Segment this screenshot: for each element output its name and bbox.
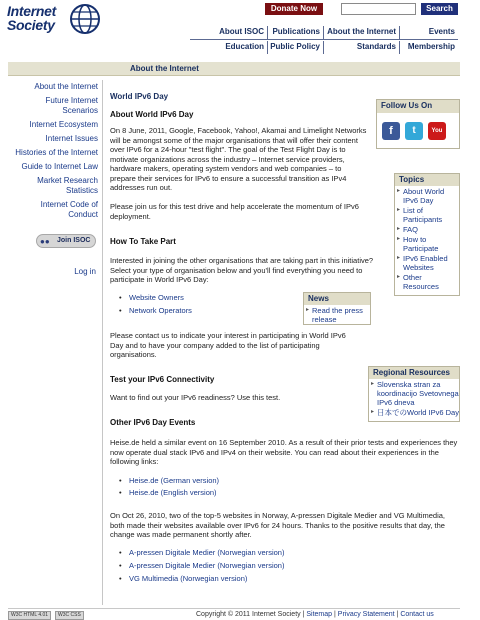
primary-nav-bottom [190, 41, 458, 55]
youtube-icon[interactable]: You [428, 122, 446, 140]
leftnav-guide-to-internet-law[interactable]: Guide to Internet Law [21, 162, 98, 171]
footer-privacy-link[interactable]: Privacy Statement [337, 611, 395, 618]
norway-paragraph: On Oct 26, 2010, two of the top-5 websites in Norway, A-pressen Digitale Medier and VG Multimedia, both made their websites available over IPv6 for 24 hours. Thanks to the positive results that day, the change was made permanent shortly after. [110, 511, 446, 539]
topics-box [394, 173, 460, 296]
section-title-bar [8, 62, 460, 76]
other-events-heading: Other IPv6 Day Events [110, 418, 196, 427]
test-heading: Test your IPv6 Connectivity [110, 375, 215, 384]
footer-contact-link[interactable]: Contact us [400, 611, 434, 618]
topic-ipv6-enabled-websites[interactable]: ▸ IPv6 Enabled Websites [395, 254, 459, 272]
nav-membership[interactable]: Membership [399, 41, 458, 54]
regional-resources-box [368, 366, 460, 422]
globe-icon [69, 3, 101, 35]
link-heise-german[interactable]: • Heise.de (German version) [129, 476, 219, 485]
column-divider [102, 80, 103, 605]
search-button[interactable]: Search [421, 3, 458, 15]
donate-button[interactable]: Donate Now [265, 3, 323, 15]
join-isoc-button[interactable] [36, 234, 96, 248]
regional-japan-link[interactable]: ▸ 日本でのWorld IPv6 Day [369, 408, 459, 417]
internet-society-logo[interactable] [7, 3, 107, 43]
w3c-css-badge[interactable]: W3C CSS [55, 611, 84, 620]
login-link[interactable]: Log in [74, 267, 96, 276]
leftnav-histories-of-the-internet[interactable]: Histories of the Internet [15, 148, 98, 157]
link-heise-english[interactable]: • Heise.de (English version) [129, 488, 217, 497]
news-title: News [304, 293, 370, 305]
news-box [303, 292, 371, 325]
how-paragraph: Interested in joining the other organisations that are taking part in this initiative? Select your type of organisation below and you'll find everything you need to participate in World IPv6 Day: [110, 256, 374, 284]
follow-us-box [376, 99, 460, 149]
leftnav-market-research-statistics[interactable]: Market Research Statistics [37, 176, 98, 195]
nav-education[interactable]: Education [225, 42, 264, 51]
w3c-html-badge[interactable]: W3C HTML 4.01 [8, 611, 51, 620]
nav-standards[interactable]: Standards [323, 41, 399, 54]
facebook-icon[interactable]: f [382, 122, 400, 140]
nav-public-policy[interactable]: Public Policy [267, 41, 323, 54]
footer-divider [8, 608, 460, 609]
topic-list-of-participants[interactable]: ▸ List of Participants [395, 206, 459, 224]
nav-about-the-internet[interactable]: About the Internet [323, 26, 399, 39]
logo-word-2: Society [7, 17, 55, 33]
test-paragraph: Want to find out your IPv6 readiness? Use this test. [110, 393, 281, 402]
link-vg-multimedia[interactable]: • VG Multimedia (Norwegian version) [129, 574, 247, 583]
site-header [0, 0, 480, 60]
section-title: About the Internet [130, 64, 199, 73]
news-press-release-link[interactable]: ▸ Read the press release [304, 306, 370, 324]
contact-paragraph: Please contact us to indicate your interest in participating in World IPv6 Day and to have your company added to the list of participating organisations. [110, 331, 346, 359]
follow-us-title: Follow Us On [377, 100, 459, 113]
about-heading: About World IPv6 Day [110, 110, 194, 119]
regional-slovenia-link[interactable]: ▸ Slovenska stran za koordinacijo Svetovnega IPv6 dneva [369, 380, 459, 407]
nav-about-isoc[interactable]: About ISOC [219, 27, 264, 36]
leftnav-internet-issues[interactable]: Internet Issues [45, 134, 98, 143]
topics-title: Topics [395, 174, 459, 186]
join-paragraph: Please join us for this test drive and help accelerate the momentum of IPv6 deployment. [110, 202, 359, 221]
primary-nav-top [190, 26, 458, 40]
left-navigation [8, 82, 98, 224]
copyright-text: Copyright © 2011 Internet Society [196, 611, 301, 618]
twitter-icon[interactable]: t [405, 122, 423, 140]
link-apressen-2[interactable]: • A-pressen Digitale Medier (Norwegian version) [129, 561, 284, 570]
join-isoc-label: Join ISOC [57, 237, 91, 244]
leftnav-internet-ecosystem[interactable]: Internet Ecosystem [29, 120, 98, 129]
link-apressen-1[interactable]: • A-pressen Digitale Medier (Norwegian version) [129, 548, 284, 557]
intro-paragraph: On 8 June, 2011, Google, Facebook, Yahoo!, Akamai and Limelight Networks will be amongst some of the major organisations that will offer their content over IPv6 for a 24-hour "test flight". The goal of the Test Flight Day is to motivate organizations across the industry – Internet service providers, hardware makers, operating system vendors and web companies – to prepare their services for IPv6 to ensure a successful transition as IPv4 addresses run out. [110, 126, 367, 192]
topic-faq[interactable]: ▸ FAQ [395, 225, 459, 234]
leftnav-future-internet-scenarios[interactable]: Future Internet Scenarios [45, 96, 98, 115]
topic-other-resources[interactable]: ▸ Other Resources [395, 273, 459, 291]
people-icon: ●● [40, 237, 50, 246]
page-title: World IPv6 Day [110, 92, 169, 101]
topic-about-world-ipv6-day[interactable]: ▸ About World IPv6 Day [395, 187, 459, 205]
how-to-take-part-heading: How To Take Part [110, 237, 176, 246]
link-network-operators[interactable]: • Network Operators [129, 306, 192, 315]
nav-events[interactable]: Events [399, 26, 458, 39]
regional-resources-title: Regional Resources [369, 367, 459, 379]
topic-how-to-participate[interactable]: ▸ How to Participate [395, 235, 459, 253]
leftnav-internet-code-of-conduct[interactable]: Internet Code of Conduct [40, 200, 98, 219]
link-website-owners[interactable]: • Website Owners [129, 293, 184, 302]
leftnav-about-the-internet[interactable]: About the Internet [34, 82, 98, 91]
nav-publications[interactable]: Publications [267, 26, 323, 39]
footer-sitemap-link[interactable]: Sitemap [306, 611, 333, 618]
logo-word-1: Internet [7, 3, 56, 19]
footer-text: Copyright © 2011 Internet Society | Sitemap | Privacy Statement | Contact us [196, 611, 434, 618]
heise-paragraph: Heise.de held a similar event on 16 September 2010. As a result of their prior tests and experiences they now operate dual stack IPv6 and IPv4 on their website. You can read about their experiences in the following links: [110, 438, 458, 466]
search-input[interactable] [341, 3, 416, 15]
